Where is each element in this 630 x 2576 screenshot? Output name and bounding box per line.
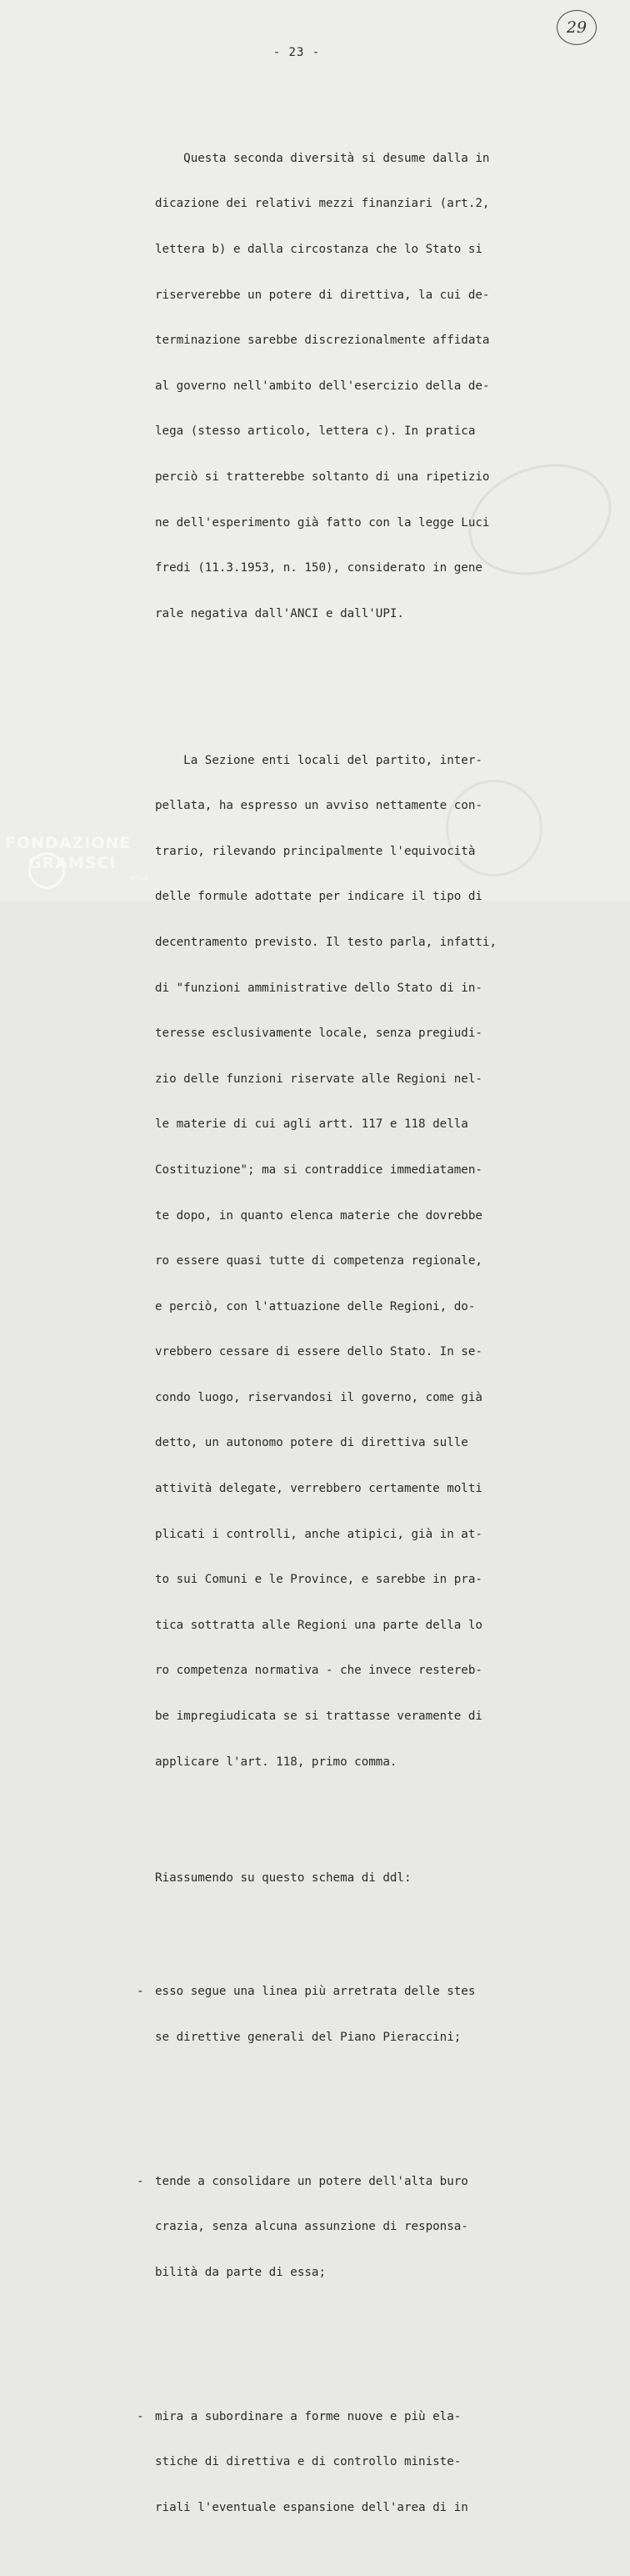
text-line: lega (stesso articolo, lettera c). In pratica	[155, 424, 476, 439]
text-line: stiche di direttiva e di controllo ministe-	[155, 2455, 462, 2469]
bullet-marker: -	[137, 2409, 144, 2423]
text-line: plicati i controlli, anche atipici, già in at-	[155, 1527, 482, 1541]
text-line: esso segue una linea più arretrata delle stes	[155, 1985, 476, 1999]
paragraph-2	[155, 722, 522, 1800]
text-line: crazia, senza alcuna assunzione di responsa-	[155, 2220, 468, 2234]
bullet-marker: -	[137, 2174, 144, 2188]
text-line: Costituzione"; ma si contraddice immediatamen-	[155, 1162, 482, 1177]
text-line: te dopo, in quanto elenca materie che dovrebbe	[155, 1208, 482, 1223]
text-line: se direttive generali del Piano Pieraccini;	[155, 2031, 462, 2045]
text-line: ro competenza normativa - che invece restereb-	[155, 1664, 482, 1678]
text-line: di "funzioni amministrative dello Stato di in-	[155, 981, 482, 995]
text-line: rale negativa dall'ANCI e dall'UPI.	[155, 606, 404, 620]
text-line: e perciò, con l'attuazione delle Regioni, do-	[155, 1299, 476, 1313]
text-line: riserverebbe un potere di direttiva, la cui de-	[155, 288, 490, 302]
text-line: detto, un autonomo potere di direttiva sulle	[155, 1436, 468, 1450]
text-line: Questa seconda diversità si desume dalla in	[155, 151, 490, 165]
text-line: lettera b) e dalla circostanza che lo Stato si	[155, 243, 482, 256]
paragraph-1	[155, 120, 522, 651]
text-line: bilità da parte di essa;	[155, 2266, 326, 2280]
fondazione-gramsci-watermark	[5, 834, 163, 892]
watermark-line-2: GRAMSCI	[28, 854, 117, 872]
text-line: zio delle funzioni riservate alle Regioni nel-	[155, 1072, 482, 1086]
text-line: riali l'eventuale espansione dell'area di in	[155, 2501, 468, 2515]
text-line: trario, rilevando principalmente l'equivocità	[155, 844, 476, 858]
bullet-item	[137, 2143, 522, 2310]
bullet-marker: -	[137, 1985, 144, 1999]
watermark-small-text: onlus	[130, 874, 148, 881]
text-line: decentramento previsto. Il testo parla, infatti,	[155, 935, 497, 949]
watermark-line-1: FONDAZIONE	[5, 834, 132, 852]
text-line: pellata, ha espresso un avviso nettamente con-	[155, 799, 482, 813]
text-line: attività delegate, verrebbero certamente molti	[155, 1482, 482, 1496]
text-line: terminazione sarebbe discrezionalmente affidata	[155, 334, 490, 348]
text-line: fredi (11.3.1953, n. 150), considerato in gene	[155, 561, 482, 575]
text-line: perciò si tratterebbe soltanto di una ripetizio	[155, 470, 490, 484]
text-line: condo luogo, riservandosi il governo, come già	[155, 1390, 482, 1404]
text-line: be impregiudicata se si trattasse veramente di	[155, 1710, 482, 1724]
text-line: tende a consolidare un potere dell'alta buro	[155, 2174, 468, 2188]
text-line: dicazione dei relativi mezzi finanziari (art.2,	[155, 197, 490, 211]
text-line: vrebbero cessare di essere dello Stato. In se-	[155, 1345, 482, 1359]
text-line: delle formule adottate per indicare il tipo di	[155, 890, 482, 904]
text-line: le materie di cui agli artt. 117 e 118 della	[155, 1117, 468, 1132]
text-line: teresse esclusivamente locale, senza pregiudi-	[155, 1027, 482, 1041]
text-line: ne dell'esperimento già fatto con la legge Luci	[155, 515, 490, 530]
archive-number-stamp: 29	[557, 10, 597, 45]
bullet-item	[137, 2378, 522, 2545]
page-number: - 23 -	[272, 46, 321, 59]
text-line: to sui Comuni e le Province, e sarebbe in pra-	[155, 1573, 482, 1587]
text-line: al governo nell'ambito dell'esercizio della de-	[155, 379, 490, 393]
text-line: mira a subordinare a forme nuove e più ela-	[155, 2409, 462, 2423]
bullet-item	[137, 1954, 522, 2076]
text-line: tica sottratta alle Regioni una parte della lo	[155, 1618, 482, 1632]
summary-intro: Riassumendo su questo schema di ddl:	[155, 1871, 412, 1886]
text-line: applicare l'art. 118, primo comma.	[155, 1755, 398, 1769]
text-line: ro essere quasi tutte di competenza regionale,	[155, 1254, 482, 1268]
text-line: La Sezione enti locali del partito, inter-	[155, 753, 482, 767]
